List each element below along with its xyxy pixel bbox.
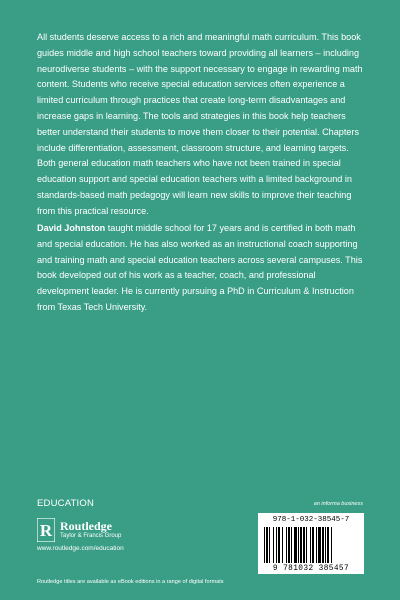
ebook-note: Routledge titles are available as eBook editions in a range of digital formats [37, 579, 224, 585]
book-description: All students deserve access to a rich and meaningful math curriculum. This book guides middle and high school teachers toward providing all learners – including neurodiverse students – with the support necessary to engage in rewarding math content. Students who receive special education services often experience a limited curriculum through practices that create long-term disadvantages and increase gaps in learning. The tools and strategies in this book help teachers better understand their students to move them closer to their potential. Chapters include differentiation, assessment, classroom structure, and learning targets. Both general education math teachers who have not been trained in special education support and special education teachers with a limited background in standards-based math pedagogy will learn new skills to improve their teaching from this practical resource. [37, 32, 363, 216]
publisher-group: Taylor & Francis Group [60, 533, 122, 539]
isbn-label: 978-1-032-38545-7 [272, 516, 350, 524]
isbn-barcode [258, 513, 364, 574]
author-bio [37, 221, 369, 316]
publisher-name: Routledge [60, 519, 112, 533]
routledge-logo-icon [37, 518, 55, 542]
publisher-logo [37, 518, 237, 542]
barcode-bars [264, 527, 358, 563]
subject-category: EDUCATION [37, 498, 95, 509]
author-name: David Johnston [37, 223, 106, 233]
informa-tagline: an informa business [313, 501, 363, 507]
publisher-url: www.routledge.com/education [37, 545, 124, 552]
svg-text:R: R [39, 521, 53, 540]
author-bio-text: taught middle school for 17 years and is certified in both math and special education. He has also worked as an instructional coach supporting and training math and special education teachers across several campuses. This book developed out of his work as a teacher, coach, and professional development leader. He is currently pursuing a PhD in Curriculum & Instruction from Texas Tech University. [37, 223, 363, 312]
isbn-digits: 9 781032 385457 [272, 565, 350, 573]
